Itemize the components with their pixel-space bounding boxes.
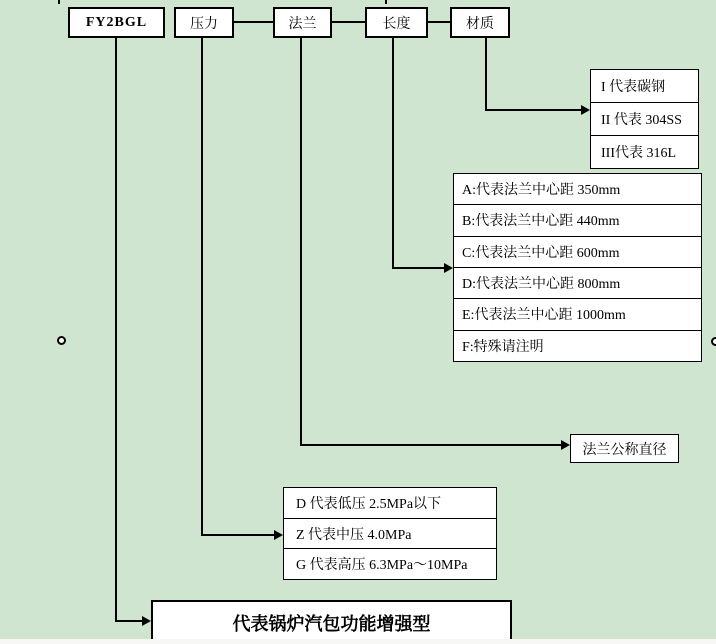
material-drop-line	[485, 37, 487, 111]
circle-marker-icon	[711, 337, 716, 346]
pressure-option-row: D 代表低压 2.5MPa以下	[284, 488, 496, 519]
flange-center-row: B:代表法兰中心距 440mm	[454, 205, 701, 236]
scan-artifact-tick	[58, 0, 60, 4]
flange-drop-line	[300, 37, 302, 446]
arrow-right-icon	[142, 616, 151, 626]
material-option-row: II 代表 304SS	[591, 103, 698, 136]
arrow-right-icon	[274, 530, 283, 540]
arrow-right-icon	[581, 105, 590, 115]
scan-edge-strip	[0, 639, 716, 644]
material-option-row: III代表 316L	[601, 146, 677, 161]
pressure-drop-line	[201, 37, 203, 536]
connector-line	[427, 21, 450, 23]
material-label-box: 材质	[450, 7, 510, 38]
pressure-option-row: Z 代表中压 4.0MPa	[284, 519, 496, 550]
connector-line	[331, 21, 365, 23]
connector-line	[233, 21, 273, 23]
pressure-label-box: 压力	[174, 7, 234, 38]
pressure-options-box	[283, 487, 497, 580]
flange-label-box: 法兰	[273, 7, 332, 38]
flange-center-distance-box	[453, 173, 702, 362]
pressure-arrow-line	[201, 534, 275, 536]
arrow-right-icon	[561, 440, 570, 450]
length-drop-line	[392, 37, 394, 269]
flange-center-row: E:代表法兰中心距 1000mm	[454, 299, 701, 330]
flange-center-row: F:特殊请注明	[462, 339, 544, 355]
flange-center-row: A:代表法兰中心距 350mm	[454, 174, 701, 205]
model-description-box: 代表锅炉汽包功能增强型	[151, 600, 512, 644]
flange-arrow-line	[300, 444, 562, 446]
model-code-box: FY2BGL	[68, 7, 165, 38]
material-options-box	[590, 69, 699, 169]
arrow-right-icon	[444, 263, 453, 273]
pressure-option-row: G 代表高压 6.3MPa～10MPa	[296, 558, 468, 574]
scan-artifact-tick	[385, 0, 387, 4]
length-arrow-line	[392, 267, 445, 269]
flange-diameter-box: 法兰公称直径	[570, 434, 679, 463]
model-drop-line	[115, 37, 117, 622]
material-option-row: I 代表碳钢	[591, 70, 698, 103]
flange-center-row: C:代表法兰中心距 600mm	[454, 237, 701, 268]
material-arrow-line	[485, 109, 582, 111]
model-arrow-line	[115, 620, 144, 622]
flange-center-row: D:代表法兰中心距 800mm	[454, 268, 701, 299]
circle-marker-icon	[57, 336, 66, 345]
length-label-box: 长度	[365, 7, 428, 38]
